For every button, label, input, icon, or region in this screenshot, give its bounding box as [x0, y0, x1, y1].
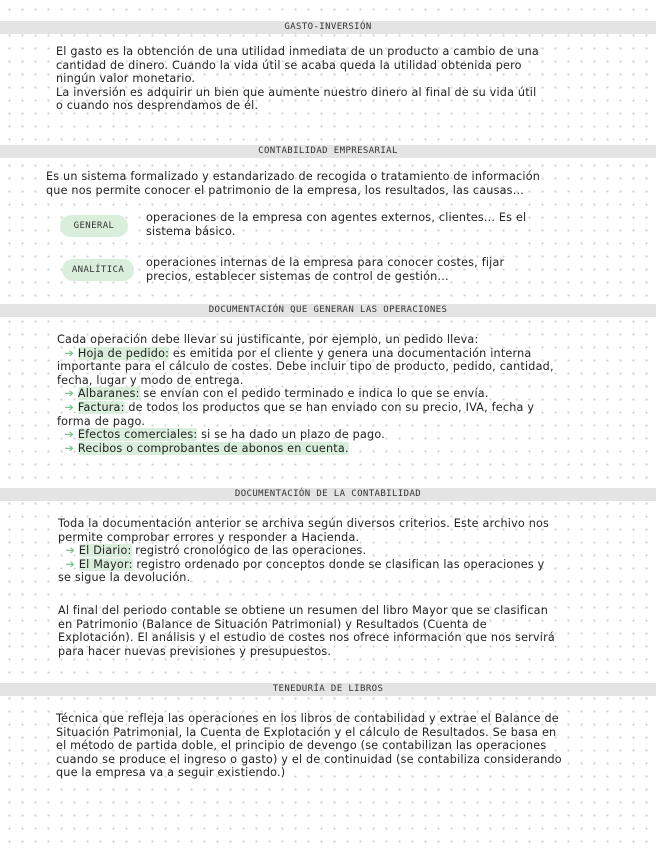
arrow-right-icon: ➔	[64, 428, 75, 442]
text-line: cantidad de dinero. Cuando la vida útil se acaba queda la utilidad obtenida pero	[56, 58, 522, 72]
arrow-right-icon: ➔	[65, 557, 76, 571]
item-text: registro ordenado por conceptos donde se clasifican las operaciones y	[136, 557, 545, 571]
item-text: de todos los productos que se han enviado con su precio, IVA, fecha y	[128, 400, 535, 414]
item-text: es emitida por el cliente y genera una documentación interna	[172, 346, 532, 360]
section-header-documentacion-contabilidad: DOCUMENTACIÓN DE LA CONTABILIDAD	[0, 488, 656, 501]
text-line: La inversión es adquirir un bien que aumente nuestro dinero al final de su vida útil	[56, 85, 537, 99]
general-description	[146, 211, 526, 238]
arrow-right-icon: ➔	[65, 544, 76, 558]
section-header-gasto-inversion: GASTO-INVERSIÓN	[0, 21, 656, 34]
text-line: importante para el cálculo de costes. Debe incluir tipo de producto, pedido, cantidad,	[57, 360, 554, 374]
text-line: en Patrimonio (Balance de Situación Patrimonial) y Resultados (Cuenta de	[58, 617, 487, 631]
text-line: que la empresa va a seguir existiendo.)	[56, 766, 286, 780]
text-line: cuando se produce el ingreso o gasto) y el de continuidad (se contabiliza considerando	[56, 752, 562, 766]
list-item-albaranes	[57, 387, 554, 401]
item-text: se envían con el pedido terminado e indica lo que se envía.	[143, 387, 489, 401]
highlighted-term: Albaranes:	[77, 387, 140, 401]
list-item-efectos	[57, 428, 554, 442]
text-line: Es un sistema formalizado y estandarizado de recogida o tratamiento de información	[46, 170, 541, 183]
text-line: Toda la documentación anterior se archiva según diversos criterios. Este archivo nos	[58, 517, 550, 530]
arrow-right-icon: ➔	[64, 400, 75, 414]
text-line: operaciones de la empresa con agentes externos, clientes... Es el	[146, 211, 527, 224]
item-text: registró cronológico de las operaciones.	[135, 544, 367, 558]
highlighted-term: Factura:	[77, 400, 125, 414]
item-text: si se ha dado un plazo de pago.	[201, 428, 385, 442]
text-line: el método de partida doble, el principio de devengo (se contabilizan las operaciones	[56, 739, 547, 753]
highlighted-term: El Mayor:	[78, 557, 133, 571]
text-line: ningún valor monetario.	[56, 72, 196, 86]
text-line: Cada operación debe llevar su justificante, por ejemplo, un pedido lleva:	[57, 333, 479, 346]
documentacion-contabilidad-text	[58, 517, 549, 585]
text-line: El gasto es la obtención de una utilidad inmediata de un producto a cambio de una	[56, 45, 539, 58]
section-header-contabilidad-empresarial: CONTABILIDAD EMPRESARIAL	[0, 145, 656, 158]
highlighted-term: Efectos comerciales:	[77, 428, 198, 442]
gasto-inversion-text	[56, 45, 539, 113]
arrow-right-icon: ➔	[64, 346, 75, 360]
text-line: operaciones internas de la empresa para conocer costes, fijar	[146, 256, 505, 269]
text-line: permite comprobar errores y responder a Hacienda.	[58, 530, 360, 544]
arrow-right-icon: ➔	[64, 387, 75, 401]
highlighted-term: El Diario:	[78, 544, 132, 558]
teneduria-text	[56, 712, 562, 780]
text-line: que nos permite conocer el patrimonio de la empresa, los resultados, las causas...	[46, 183, 524, 197]
analitica-description	[146, 256, 504, 283]
list-item-factura	[57, 401, 554, 415]
list-item-diario	[58, 544, 549, 558]
text-line: o cuando nos desprendamos de él.	[56, 99, 259, 113]
text-line: Al final del periodo contable se obtiene un resumen del libro Mayor que se clasifican	[58, 604, 549, 617]
text-line: para hacer nuevas previsiones y presupuestos.	[58, 644, 332, 658]
highlighted-term: Hoja de pedido:	[77, 346, 170, 360]
contabilidad-intro	[46, 170, 540, 197]
text-line: precios, establecer sistemas de control de gestión...	[146, 269, 449, 283]
general-label: GENERAL	[60, 215, 128, 237]
documentacion-contabilidad-final	[58, 604, 555, 658]
list-item-mayor	[58, 558, 549, 572]
text-line: Situación Patrimonial, la Cuenta de Explotación y el cálculo de Resultados. Se basa en	[56, 725, 557, 739]
analitica-label: ANALÍTICA	[62, 259, 134, 281]
text-line: Explotación). El análisis y el estudio de costes nos ofrece información que nos servirá	[58, 631, 555, 645]
list-item-hoja-de-pedido	[57, 347, 554, 361]
section-header-teneduria-de-libros: TENEDURÍA DE LIBROS	[0, 683, 656, 696]
text-line: fecha, lugar y modo de entrega.	[57, 373, 244, 387]
list-item-recibos	[57, 442, 554, 456]
text-line: Técnica que refleja las operaciones en los libros de contabilidad y extrae el Balance de	[56, 712, 559, 725]
highlighted-term: Recibos o comprobantes de abonos en cuenta.	[77, 441, 349, 455]
text-line: forma de pago.	[57, 414, 146, 428]
text-line: se sigue la devolución.	[58, 571, 191, 585]
documentacion-operaciones-text	[57, 333, 554, 455]
section-header-documentacion-operaciones: DOCUMENTACIÓN QUE GENERAN LAS OPERACIONES	[0, 304, 656, 317]
arrow-right-icon: ➔	[64, 441, 75, 455]
text-line: sistema básico.	[146, 224, 236, 238]
